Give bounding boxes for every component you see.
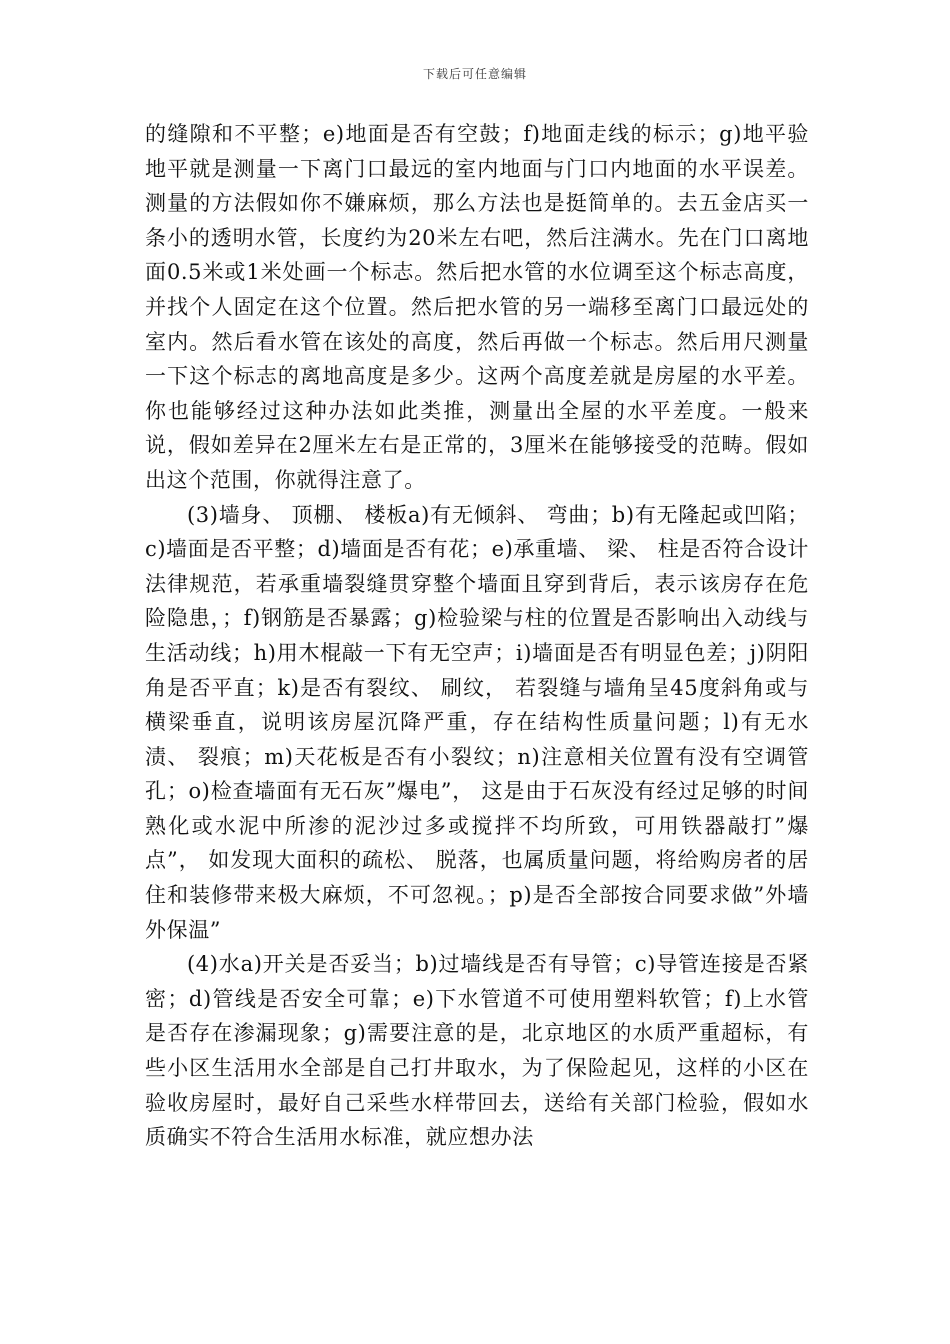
paragraph-ground-level: 的缝隙和不平整；e)地面是否有空鼓；f)地面走线的标示；g)地平验地平就是测量一下离门口最远的室内地面与门口内地面的水平误差。测量的方法假如你不嫌麻烦，那么方法也是挺简单的。去五金店买一条小的透明水管，长度约为20米左右吧，然后注满水。先在门口离地面0.5米或1米处画一个标志。然后把水管的水位调至这个标志高度，并找个人固定在这个位置。然后把水管的另一端移至离门口最远处的室内。然后看水管在该处的高度，然后再做一个标志。然后用尺测量一下这个标志的离地高度是多少。这两个高度差就是房屋的水平差。你也能够经过这种办法如此类推，测量出全屋的水平差度。一般来说，假如差异在2厘米左右是正常的，3厘米在能够接受的范畴。假如出这个范围，你就得注意了。: [145, 122, 809, 492]
running-header: 下载后可任意编辑: [422, 67, 527, 81]
paragraph-walls-ceilings: (3)墙身、 顶棚、 楼板a)有无倾斜、 弯曲；b)有无隆起或凹陷；c)墙面是否平整；d)墙面是否有花；e)承重墙、 梁、 柱是否符合设计法律规范，若承重墙裂缝贯穿整个墙面且穿到背后，表示该房存在危险隐患，；f)钢筋是否暴露；g)检验梁与柱的位置是否影响出入动线与生活动线；h)用木棍敲一下有无空声；i)墙面是否有明显色差；j)阴阳角是否平直；k)是否有裂纹、 刷纹， 若裂缝与墙角呈45度斜角或与横梁垂直，说明该房屋沉降严重，存在结构性质量问题；l)有无水渍、 裂痕；m)天花板是否有小裂纹；n)注意相关位置有没有空调管孔；o)检查墙面有无石灰”爆电”， 这是由于石灰没有经过足够的时间熟化或水泥中所渗的泥沙过多或搅拌不均所致，可用铁器敲打”爆点”， 如发现大面积的疏松、 脱落，也属质量问题，将给购房者的居住和装修带来极大麻烦，不可忽视。；p)是否全部按合同要求做”外墙外保温”: [145, 502, 809, 942]
body-text: [145, 117, 809, 1155]
paragraph-water: (4)水a)开关是否妥当；b)过墙线是否有导管；c)导管连接是否紧密；d)管线是否安全可靠；e)下水管道不可使用塑料软管；f)上水管是否存在渗漏现象；g)需要注意的是，北京地区的水质严重超标，有些小区生活用水全部是自己打井取水，为了保险起见，这样的小区在验收房屋时，最好自己采些水样带回去，送给有关部门检验，假如水质确实不符合生活用水标准，就应想办法: [145, 952, 809, 1150]
